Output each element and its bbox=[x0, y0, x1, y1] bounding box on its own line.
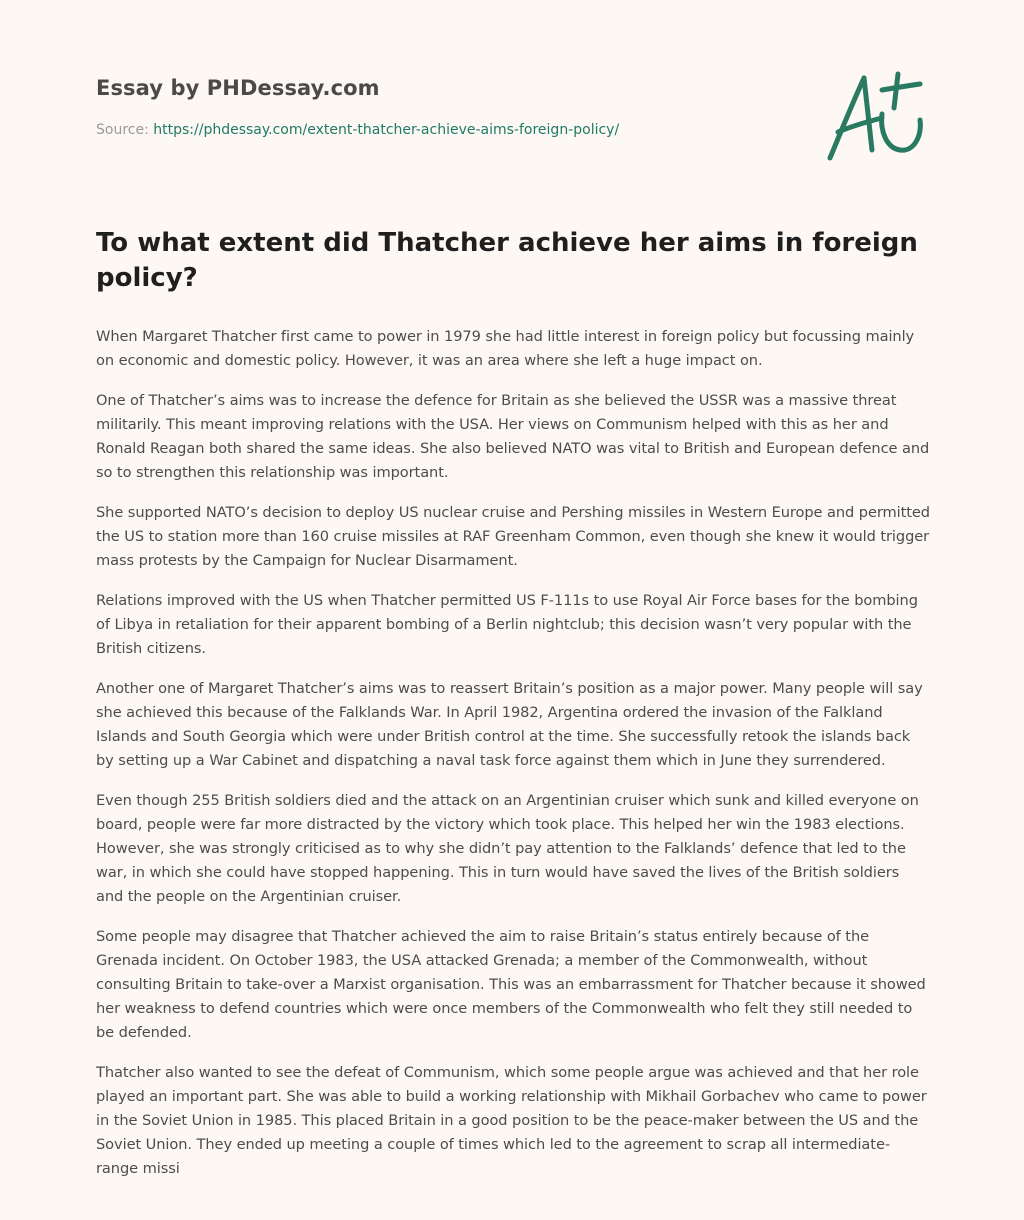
essay-paragraph: Some people may disagree that Thatcher achieved the aim to raise Britain’s status entirely because of the Grenada incident. On October 1983, the USA attacked Grenada; a member of the Commonwealth, without consulting Britain to take-over a Marxist organisation. This was an embarrassment for Thatcher because it showed her weakness to defend countries which were once members of the Commonwealth who felt they still needed to be defended. bbox=[96, 928, 926, 1041]
essay-body bbox=[96, 325, 930, 1197]
site-brand: Essay by PHDessay.com bbox=[96, 76, 380, 100]
source-line bbox=[96, 122, 796, 138]
source-link[interactable]: https://phdessay.com/extent-thatcher-achieve-aims-foreign-policy/ bbox=[153, 122, 620, 138]
essay-title: To what extent did Thatcher achieve her aims in foreign policy? bbox=[96, 228, 918, 293]
essay-paragraph: Thatcher also wanted to see the defeat of Communism, which some people argue was achieved and that her role played an important part. She was able to build a working relationship with Mikhail Gorbachev who came to power in the Soviet Union in 1985. This placed Britain in a good position to be the peace-maker between the US and the Soviet Union. They ended up meeting a couple of times which led to the agreement to scrap all intermediate-range missi bbox=[96, 1064, 927, 1177]
essay-paragraph: One of Thatcher’s aims was to increase the defence for Britain as she believed the USSR was a massive threat militarily. This meant improving relations with the USA. Her views on Communism helped with this as her and Ronald Reagan both shared the same ideas. She also believed NATO was vital to British and European defence and so to strengthen this relationship was important. bbox=[96, 392, 930, 481]
a-plus-logo-icon bbox=[822, 68, 926, 164]
essay-paragraph: When Margaret Thatcher first came to power in 1979 she had little interest in foreign policy but focussing mainly on economic and domestic policy. However, it was an area where she left a huge impact on. bbox=[96, 328, 915, 369]
essay-paragraph: Even though 255 British soldiers died and the attack on an Argentinian cruiser which sunk and killed everyone on board, people were far more distracted by the victory which took place. This helped her win the 1983 elections. However, she was strongly criticised as to why she didn’t pay attention to the Falklands’ defence that led to the war, in which she could have stopped happening. This in turn would have saved the lives of the British soldiers and the people on the Argentinian cruiser. bbox=[96, 792, 919, 905]
essay-paragraph: Another one of Margaret Thatcher’s aims was to reassert Britain’s position as a major power. Many people will say she achieved this because of the Falklands War. In April 1982, Argentina ordered the invasion of the Falkland Islands and South Georgia which were under British control at the time. She successfully retook the islands back by setting up a War Cabinet and dispatching a naval task force against them which in June they surrendered. bbox=[96, 680, 923, 769]
essay-paragraph: She supported NATO’s decision to deploy US nuclear cruise and Pershing missiles in Western Europe and permitted the US to station more than 160 cruise missiles at RAF Greenham Common, even though she knew it would trigger mass protests by the Campaign for Nuclear Disarmament. bbox=[96, 504, 930, 569]
source-label: Source: bbox=[96, 122, 149, 138]
page-header bbox=[96, 76, 796, 138]
essay-paragraph: Relations improved with the US when Thatcher permitted US F-111s to use Royal Air Force bases for the bombing of Libya in retaliation for their apparent bombing of a Berlin nightclub; this decision wasn’t very popular with the British citizens. bbox=[96, 592, 918, 657]
